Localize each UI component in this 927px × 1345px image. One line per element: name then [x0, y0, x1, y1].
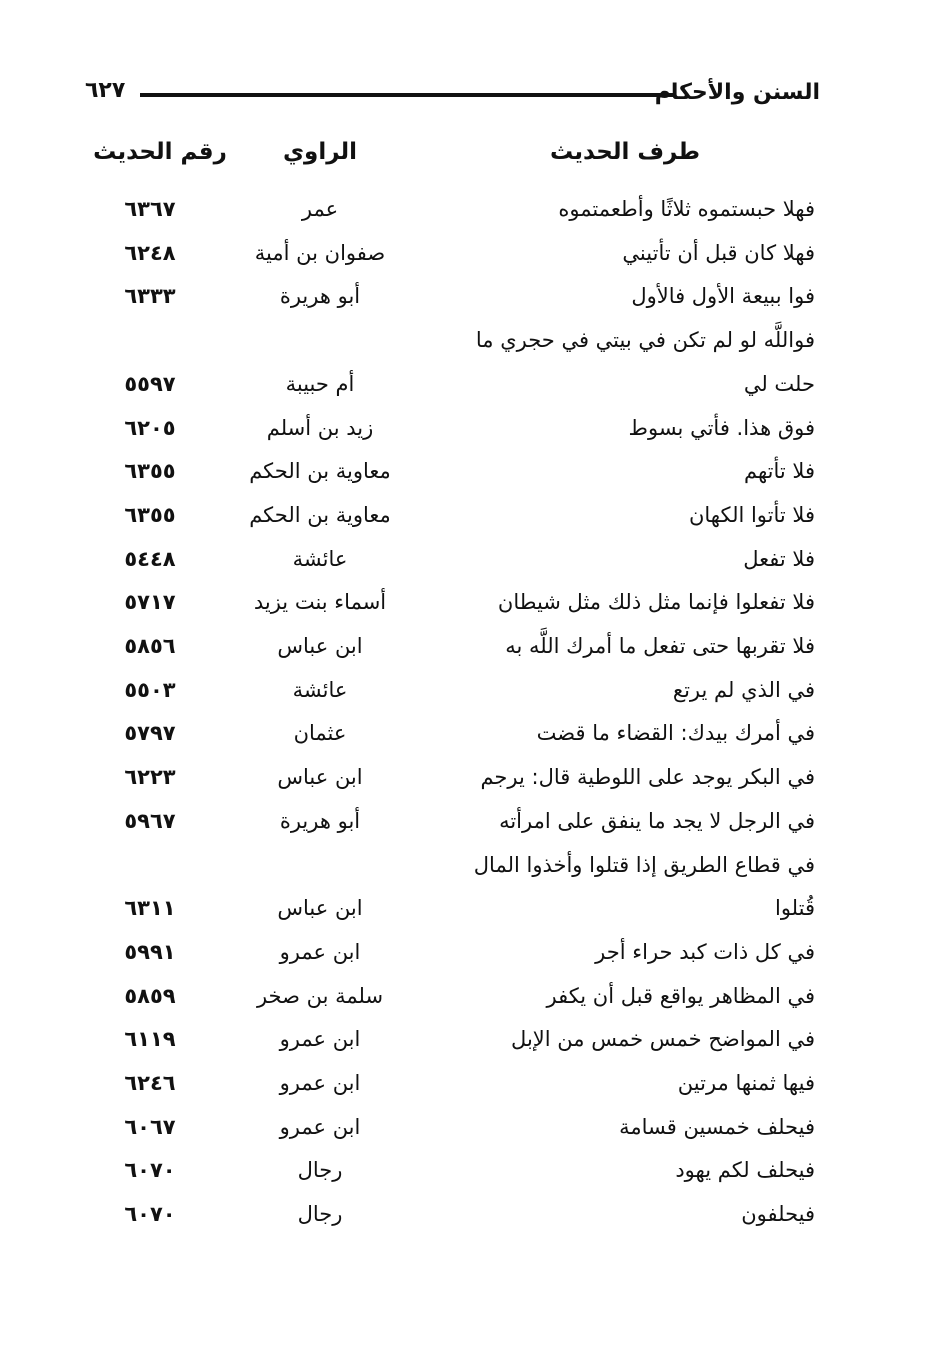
narrator: عائشة: [292, 677, 348, 702]
hadith-text: فلا تفعل: [743, 546, 815, 571]
narrator: ابن عباس: [277, 634, 363, 658]
hadith-text: في الرجل لا يجد ما ينفق على امرأته: [499, 808, 815, 833]
column-header-hadith-number: رقم الحديث: [93, 139, 227, 165]
running-header: [85, 68, 820, 114]
hadith-number: ٦٣١١: [124, 896, 176, 921]
hadith-number: ٦٠٧٠: [124, 1202, 176, 1227]
hadith-text: فوق هذا. فأتي بسوط: [628, 415, 815, 440]
narrator: معاوية بن الحكم: [249, 459, 391, 484]
hadith-number: ٦٣٣٣: [124, 284, 176, 309]
hadith-text: فلا تفعلوا فإنما مثل ذلك مثل شيطان: [497, 590, 815, 615]
narrator: ابن عمرو: [279, 1114, 361, 1139]
hadith-text: فوا ببيعة الأول فالأول: [631, 284, 815, 309]
narrator: عثمان: [293, 721, 347, 746]
hadith-number: ٦٢٢٣: [124, 765, 176, 790]
narrator: رجال: [297, 1158, 343, 1183]
column-headers: [0, 132, 927, 172]
narrator: ابن عمرو: [279, 1027, 361, 1052]
narrator: ابن عمرو: [279, 939, 361, 964]
narrator: سلمة بن صخر: [256, 983, 384, 1008]
hadith-text: في أمرك بيدك: القضاء ما قضت: [536, 721, 815, 746]
hadith-number: ٥٥٠٣: [124, 677, 176, 702]
column-header-narrator: الراوي: [282, 139, 358, 165]
hadith-number: ٥٥٩٧: [124, 371, 176, 396]
hadith-number: ٦٣٦٧: [124, 197, 176, 221]
narrator: ابن عباس: [277, 765, 363, 790]
narrator: أم حبيبة: [285, 371, 355, 396]
hadith-text: قُتلوا: [774, 896, 815, 921]
narrator: ابن عباس: [277, 896, 363, 921]
hadith-text: فواللَّه لو لم تكن في بيتي في حجري ما: [475, 328, 815, 353]
narrator: أبو هريرة: [279, 808, 361, 833]
narrator: عائشة: [292, 546, 348, 571]
hadith-number: ٦٣٥٥: [124, 502, 176, 527]
hadith-number: ٦١١٩: [124, 1027, 176, 1052]
hadith-number: ٥٤٤٨: [124, 546, 176, 571]
hadith-number: ٥٩٦٧: [124, 808, 176, 833]
narrator: معاوية بن الحكم: [249, 502, 391, 527]
hadith-text: في قطاع الطريق إذا قتلوا وأخذوا المال: [473, 852, 815, 877]
hadith-number: ٦٢٠٥: [124, 415, 176, 440]
hadith-number: ٦٣٥٥: [124, 459, 176, 484]
hadith-number: ٦٢٤٨: [124, 240, 176, 265]
hadith-number: ٥٩٩١: [124, 939, 176, 964]
column-header-hadith-text: طرف الحديث: [549, 139, 701, 165]
hadith-number: ٥٨٥٦: [124, 634, 176, 658]
hadith-text: فلا تأتوا الكهان: [688, 502, 815, 527]
narrator: عمر: [301, 197, 339, 221]
narrator: أسماء بنت يزيد: [253, 590, 387, 615]
narrator: صفوان بن أمية: [254, 240, 386, 265]
hadith-text: في البكر يوجد على اللوطية قال: يرجم: [480, 765, 815, 790]
hadith-text: فلا تأتهم: [744, 459, 815, 484]
hadith-text: فيحلف لكم يهود: [675, 1158, 815, 1183]
hadith-text: فهلا حبستموه ثلاثًا وأطعمتموه: [558, 197, 815, 221]
narrator: ابن عمرو: [279, 1071, 361, 1095]
hadith-text: في كل ذات كبد حراء أجر: [595, 939, 815, 964]
hadith-text: في المواضح خمس خمس من الإبل: [511, 1027, 815, 1052]
hadith-number: ٦٢٤٦: [124, 1071, 176, 1095]
book-title: السنن والأحكام: [654, 80, 820, 105]
hadith-text: فيحلفون: [741, 1202, 815, 1227]
hadith-number: ٥٧١٧: [124, 590, 176, 615]
hadith-text: فهلا كان قبل أن تأتيني: [622, 240, 815, 265]
hadith-text: في المظاهر يواقع قبل أن يكفر: [546, 983, 815, 1008]
header-rule: [140, 93, 675, 97]
hadith-text: فيحلف خمسين قسامة: [619, 1114, 815, 1139]
hadith-number: ٥٧٩٧: [124, 721, 176, 746]
hadith-text: حلت لي: [743, 371, 815, 396]
narrator: رجال: [297, 1202, 343, 1227]
hadith-number: ٥٨٥٩: [124, 983, 176, 1008]
hadith-text: فلا تقربها حتى تفعل ما أمرك اللَّه به: [505, 634, 815, 658]
hadith-text: في الذي لم يرتع: [672, 677, 815, 702]
hadith-number: ٦٠٧٠: [124, 1158, 176, 1183]
narrator: أبو هريرة: [279, 284, 361, 309]
hadith-number: ٦٠٦٧: [124, 1114, 176, 1139]
narrator: زيد بن أسلم: [266, 415, 374, 440]
hadith-text: فيها ثمنها مرتين: [677, 1071, 815, 1095]
page-number: ٦٢٧: [85, 78, 126, 103]
